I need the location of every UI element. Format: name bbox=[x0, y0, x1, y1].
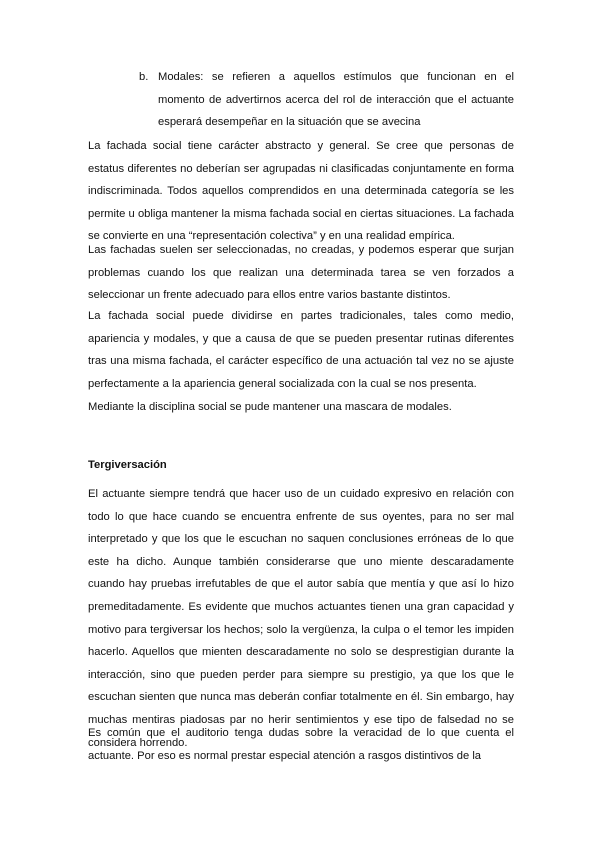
paragraph-disciplina-social: Mediante la disciplina social se pude mantener una mascara de modales. bbox=[88, 401, 452, 413]
paragraph-partes-tradicionales: La fachada social puede dividirse en partes tradicionales, tales como medio, apariencia y modales, y que a causa de que se pueden presentar rutinas diferentes tras una misma fachada, el carácter específico de una actuación tal vez no se ajuste perfectamente a la apariencia general socializada con la cual se nos presenta. bbox=[88, 310, 514, 390]
paragraph-fachada-social: La fachada social tiene carácter abstracto y general. Se cree que personas de estatus diferentes no deberían ser agrupadas ni clasificadas conjuntamente en forma indiscriminada. Todos aquellos comprendidos en una determinada categoría se les permite u obliga mantener la misma fachada social en ciertas situaciones. La fachada se convierte en una “representación colectiva” y en una realidad empírica. bbox=[88, 140, 514, 243]
section-heading: Tergiversación bbox=[88, 459, 167, 471]
list-marker: b. bbox=[139, 71, 149, 83]
list-item-b bbox=[139, 66, 514, 134]
paragraph-actuante-cuidado: El actuante siempre tendrá que hacer uso de un cuidado expresivo en relación con todo lo que hace cuando se encuentra enfrente de sus oyentes, para no ser mal interpretado y que los que le escuchan no saquen conclusiones erróneas de lo que este ha dicho. Aunque también considerarse que uno miente descaradamente cuando hay pruebas irrefutables de que el autor sabía que mentía y que así lo hizo premeditadamente. Es evidente que muchos actuantes tienen una gran capacidad y motivo para tergiversar los hechos; solo la vergüenza, la culpa o el temor les impiden hacerlo. Aquellos que mienten descaradamente no solo se desprestigian durante la interacción, sino que pueden perder para siempre su prestigio, ya que los que le escuchan sienten que nunca mas deberán confiar totalmente en él. Sin embargo, hay muchas mentiras piadosas par no herir sentimientos y ese tipo de falsedad no se considera horrendo. bbox=[88, 488, 514, 749]
paragraph-fachadas-seleccionadas: Las fachadas suelen ser seleccionadas, no creadas, y podemos esperar que surjan problemas cuando los que realizan una determinada tarea se ven forzados a seleccionar un frente adecuado para ellos entre varios bastante distintos. bbox=[88, 244, 514, 302]
list-item-text: Modales: se refieren a aquellos estímulos que funcionan en el momento de advertirnos acerca del rol de interacción que el actuante esperará desempeñar en la situación que se avecina bbox=[158, 71, 514, 129]
paragraph-auditorio-dudas: Es común que el auditorio tenga dudas sobre la veracidad de lo que cuenta el actuante. Por eso es normal prestar especial atención a rasgos distintivos de la bbox=[88, 727, 514, 762]
